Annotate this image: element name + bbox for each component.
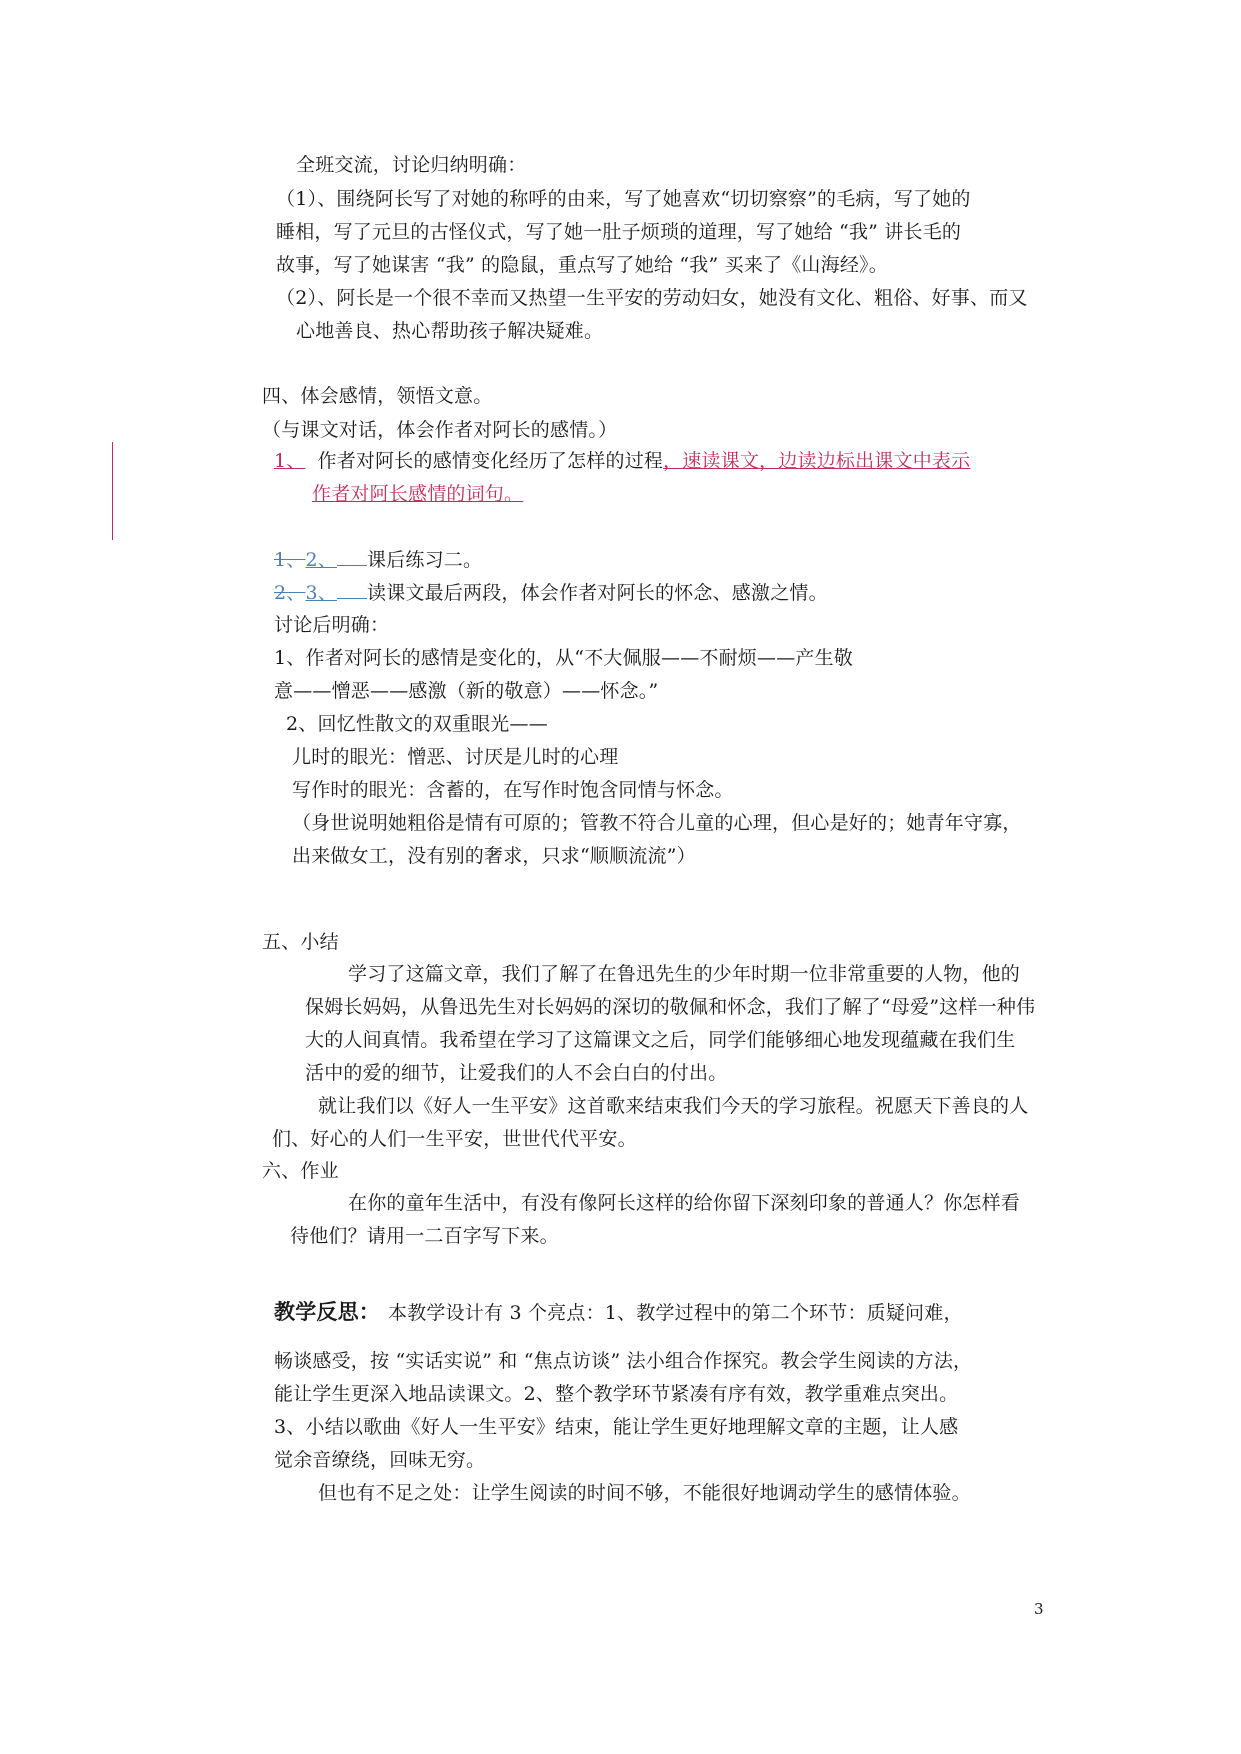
s3-p2-a: （2）、阿长是一个很不幸而又热望一生平安的劳动妇女，她没有文化、粗俗、好事、而又 — [276, 287, 1028, 309]
s3-p1-b: 睡相，写了元旦的古怪仪式，写了她一肚子烦琐的道理，写了她给 “我” 讲长毛的 — [276, 221, 962, 243]
s6-heading: 六、作业 — [262, 1160, 339, 1182]
s4-intro: （与课文对话，体会作者对阿长的感情。） — [262, 419, 618, 441]
q2-deleted-number: 1、 — [274, 549, 306, 571]
s4-q2 — [274, 547, 482, 572]
s5-heading: 五、小结 — [262, 931, 339, 953]
revision-number: 1、 — [274, 450, 306, 472]
q3-underline-gap — [337, 580, 367, 599]
page-number: 3 — [1034, 1600, 1044, 1618]
revision-text-1: 作者对阿长的感情变化经历了怎样的过程 — [317, 450, 664, 472]
s4-heading: 四、体会感情，领悟文意。 — [262, 385, 493, 407]
s4-q3 — [274, 580, 828, 605]
q2-inserted-number: 2、 — [305, 549, 337, 571]
s5-q-a: 就让我们以《好人一生平安》这首歌来结束我们今天的学习旅程。祝愿天下善良的人 — [318, 1095, 1029, 1117]
revision-inserted-text-2: 作者对阿长感情的词句。 — [312, 483, 524, 505]
s4-a1-a: 1、作者对阿长的感情是变化的，从“不大佩服——不耐烦——产生敬 — [274, 647, 854, 669]
q3-deleted-number: 2、 — [274, 582, 306, 604]
s3-line1: 全班交流，讨论归纳明确： — [296, 154, 527, 176]
s4-a2-child: 儿时的眼光：憎恶、讨厌是儿时的心理 — [292, 746, 619, 768]
q3-text: 读课文最后两段，体会作者对阿长的怀念、感激之情。 — [367, 582, 828, 604]
s3-p2-b: 心地善良、热心帮助孩子解决疑难。 — [296, 320, 604, 342]
refl-l1: 本教学设计有 3 个亮点：1、教学过程中的第二个环节：质疑问难， — [388, 1302, 963, 1324]
refl-label: 教学反思： — [274, 1299, 380, 1324]
s5-p-a: 学习了这篇文章，我们了解了在鲁迅先生的少年时期一位非常重要的人物，他的 — [348, 963, 1021, 985]
refl-l2: 畅谈感受，按 “实话实说” 和 “焦点访谈” 法小组合作探究。教会学生阅读的方法， — [274, 1350, 973, 1372]
s5-p-d: 活中的爱的细节，让爱我们的人不会白白的付出。 — [305, 1062, 728, 1084]
s4-a1-b: 意——憎恶——感激（新的敬意）——怀念。” — [274, 680, 659, 702]
refl-l4: 3、小结以歌曲《好人一生平安》结束，能让学生更好地理解文章的主题，让人感 — [274, 1416, 959, 1438]
s4-a2: 2、回忆性散文的双重眼光—— — [286, 713, 548, 735]
s4-a2-write: 写作时的眼光：含蓄的，在写作时饱含同情与怀念。 — [292, 779, 734, 801]
q2-text: 课后练习二。 — [367, 549, 483, 571]
s4-revision-item-1 — [274, 449, 970, 473]
s5-q-b: 们、好心的人们一生平安，世世代代平安。 — [272, 1128, 637, 1150]
s3-p1-a: （1）、围绕阿长写了对她的称呼的由来，写了她喜欢“切切察察”的毛病，写了她的 — [276, 188, 971, 210]
refl-line1 — [274, 1300, 963, 1325]
refl-l5: 觉余音缭绕，回味无穷。 — [274, 1449, 486, 1471]
revision-change-bar — [112, 442, 113, 540]
s6-p-a: 在你的童年生活中，有没有像阿长这样的给你留下深刻印象的普通人？你怎样看 — [348, 1192, 1021, 1214]
s4-a2-note-b: 出来做女工，没有别的奢求，只求“顺顺流流”） — [292, 845, 696, 867]
s4-a2-note-a: （身世说明她粗俗是情有可原的；管教不符合儿童的心理，但心是好的；她青年守寡， — [292, 812, 1022, 834]
s3-p1-c: 故事，写了她谋害 “我” 的隐鼠，重点写了她给 “我” 买来了《山海经》。 — [276, 254, 888, 276]
q2-underline-gap — [337, 547, 367, 566]
s6-p-b: 待他们？请用一二百字写下来。 — [290, 1225, 559, 1247]
refl-l6: 但也有不足之处：让学生阅读的时间不够，不能很好地调动学生的感情体验。 — [318, 1482, 971, 1504]
refl-l3: 能让学生更深入地品读课文。2、整个教学环节紧凑有序有效，教学重难点突出。 — [274, 1383, 959, 1405]
s4-disc: 讨论后明确： — [274, 614, 390, 636]
revision-inserted-text: ，速读课文，边读边标出课文中表示 — [663, 450, 971, 472]
s5-p-c: 大的人间真情。我希望在学习了这篇课文之后，同学们能够细心地发现蕴藏在我们生 — [305, 1029, 1016, 1051]
s5-p-b: 保姆长妈妈，从鲁迅先生对长妈妈的深切的敬佩和怀念，我们了解了“母爱”这样一种伟 — [305, 996, 1036, 1018]
q3-inserted-number: 3、 — [305, 582, 337, 604]
